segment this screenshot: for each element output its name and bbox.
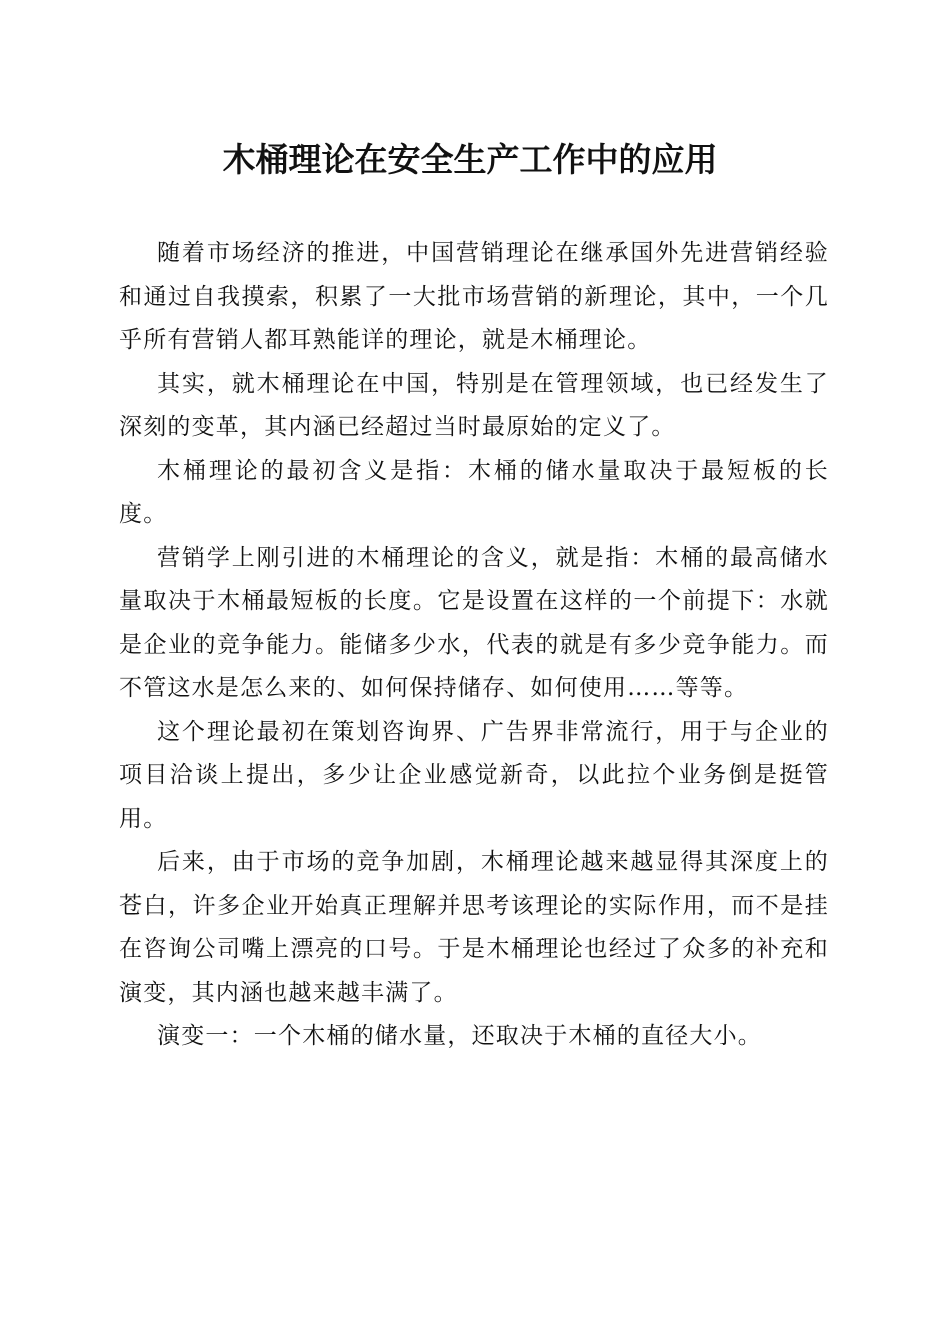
document-title: 木桶理论在安全生产工作中的应用 <box>222 140 718 179</box>
document-body <box>119 232 829 1059</box>
paragraph-evolution: 后来，由于市场的竞争加剧，木桶理论越来越显得其深度上的苍白，许多企业开始真正理解并思考该理论的实际作用，而不是挂在咨询公司嘴上漂亮的口号。于是木桶理论也经过了众多的补充和演变，其内涵也越来越丰满了。 <box>119 849 829 1006</box>
paragraph-original-meaning: 木桶理论的最初含义是指：木桶的储水量取决于最短板的长度。 <box>119 457 829 527</box>
paragraph-marketing-meaning: 营销学上刚引进的木桶理论的含义，就是指：木桶的最高储水量取决于木桶最短板的长度。它是设置在这样的一个前提下：水就是企业的竞争能力。能储多少水，代表的就是有多少竞争能力。而不管这水是怎么来的、如何保持储存、如何使用……等等。 <box>119 544 829 701</box>
paragraph-evolution-one: 演变一：一个木桶的储水量，还取决于木桶的直径大小。 <box>157 1023 762 1049</box>
paragraph-popularity: 这个理论最初在策划咨询界、广告界非常流行，用于与企业的项目洽谈上提出，多少让企业感觉新奇，以此拉个业务倒是挺管用。 <box>119 718 829 832</box>
paragraph-change: 其实，就木桶理论在中国，特别是在管理领域，也已经发生了深刻的变革，其内涵已经超过当时最原始的定义了。 <box>119 370 829 440</box>
paragraph-intro: 随着市场经济的推进，中国营销理论在继承国外先进营销经验和通过自我摸索，积累了一大批市场营销的新理论，其中，一个几乎所有营销人都耳熟能详的理论，就是木桶理论。 <box>119 240 829 353</box>
